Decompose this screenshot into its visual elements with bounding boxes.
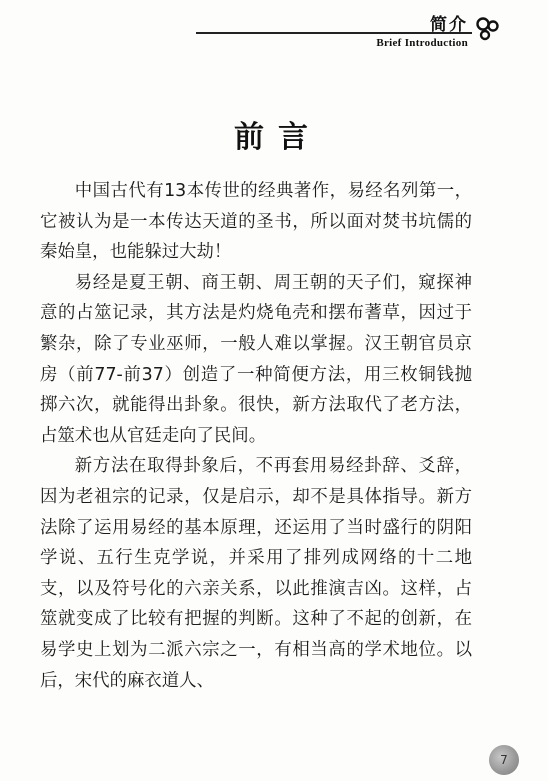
paragraph: 中国古代有13本传世的经典著作，易经名列第一，它被认为是一本传达天道的圣书，所以面对焚书坑儒的秦始皇，也能躲过大劫！	[40, 181, 472, 263]
paragraph: 新方法在取得卦象后，不再套用易经卦辞、爻辞，因为老祖宗的记录，仅是启示，却不是具体指导。新方法除了运用易经的基本原理，还运用了当时盛行的阴阳学说、五行生克学说，并采用了排列成网络的十二地支，以及符号化的六亲关系，以此推演吉凶。这样，占筮就变成了比较有把握的判断。这种了不起的创新，在易学史上划为二派六宗之一，有相当高的学术地位。以后，宋代的麻衣道人、	[40, 456, 472, 691]
ornament-rings-icon	[474, 16, 500, 42]
paragraph: 易经是夏王朝、商王朝、周王朝的天子们，窥探神意的占筮记录，其方法是灼烧龟壳和摆布蓍草，因过于繁杂，除了专业巫师，一般人难以掌握。汉王朝官员京房（前77-前37）创造了一种简便方法，用三枚铜钱抛掷六次，就能得出卦象。很快，新方法取代了老方法，占筮术也从官廷走向了民间。	[40, 272, 472, 446]
page-heading: 前言	[234, 120, 322, 155]
page-number: 7	[489, 745, 519, 775]
header-subtitle: Brief Introduction	[376, 37, 468, 49]
header-title: 简介	[430, 15, 468, 35]
body-text	[40, 176, 472, 696]
